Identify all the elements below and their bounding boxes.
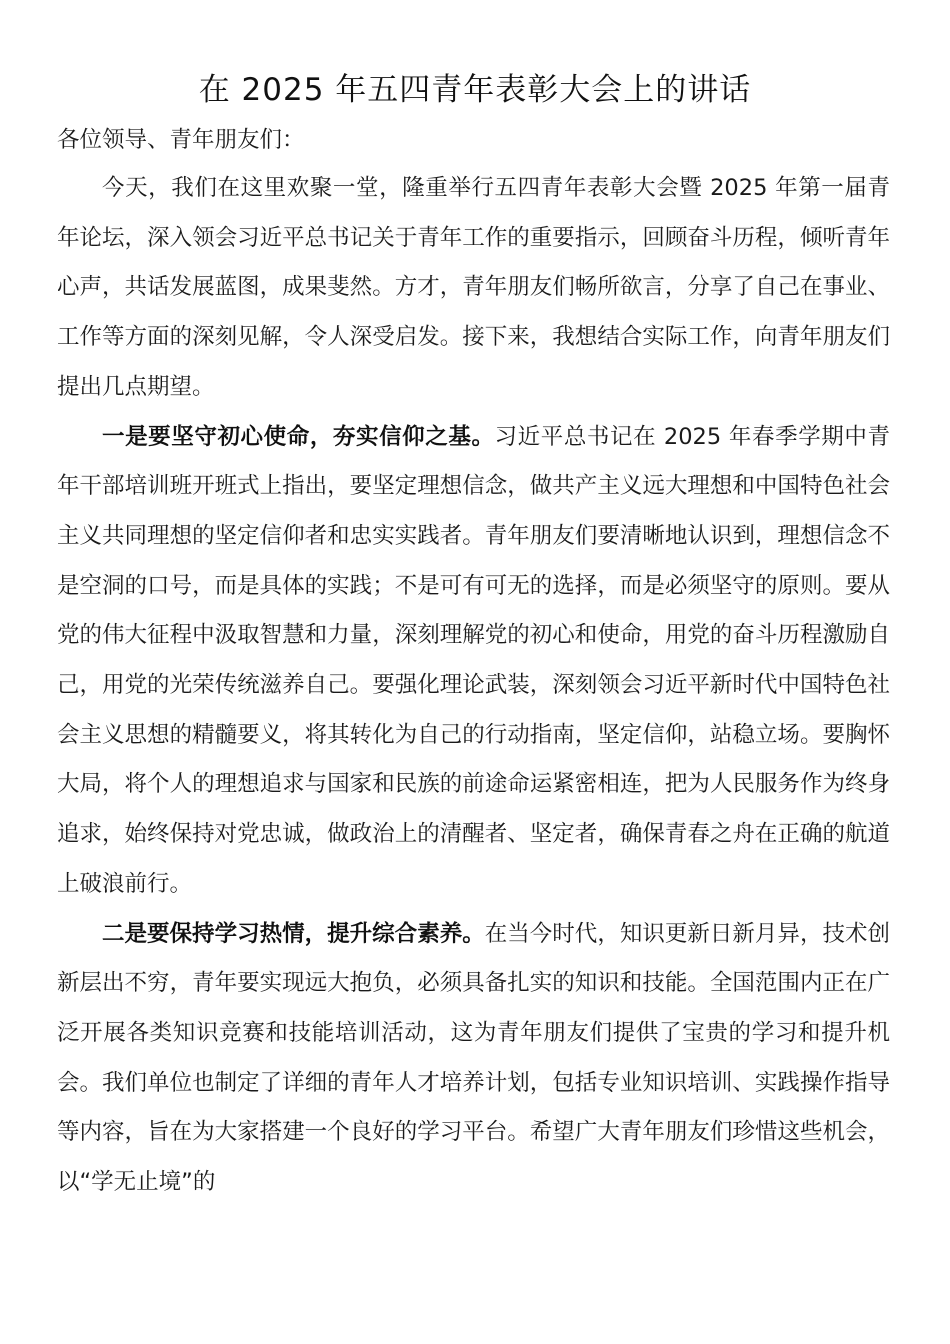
- salutation: 各位领导、青年朋友们：: [57, 127, 305, 153]
- document-body: [57, 164, 890, 1208]
- paragraph-lead: 二是要保持学习热情，提升综合素养。: [102, 920, 485, 947]
- paragraph-lead: 一是要坚守初心使命，夯实信仰之基。: [102, 423, 495, 450]
- paragraph-intro: [57, 164, 890, 413]
- document-title: 在 2025 年五四青年表彰大会上的讲话: [198, 72, 752, 108]
- paragraph-point-one: [57, 413, 890, 910]
- paragraph-text: 在当今时代，知识更新日新月异，技术创新层出不穷，青年要实现远大抱负，必须具备扎实的知识和技能。全国范围内正在广泛开展各类知识竞赛和技能培训活动，这为青年朋友们提供了宝贵的学习和提升机会。我们单位也制定了详细的青年人才培养计划，包括专业知识培训、实践操作指导等内容，旨在为大家搭建一个良好的学习平台。希望广大青年朋友们珍惜这些机会，以“学无止境”的: [57, 920, 890, 1196]
- paragraph-text: 习近平总书记在 2025 年春季学期中青年干部培训班开班式上指出，要坚定理想信念，做共产主义远大理想和中国特色社会主义共同理想的坚定信仰者和忠实实践者。青年朋友们要清晰地认识到，理想信念不是空洞的口号，而是具体的实践；不是可有可无的选择，而是必须坚守的原则。要从党的伟大征程中汲取智慧和力量，深刻理解党的初心和使命，用党的奋斗历程激励自己，用党的光荣传统滋养自己。要强化理论武装，深刻领会习近平新时代中国特色社会主义思想的精髓要义，将其转化为自己的行动指南，坚定信仰，站稳立场。要胸怀大局，将个人的理想追求与国家和民族的前途命运紧密相连，把为人民服务作为终身追求，始终保持对党忠诚，做政治上的清醒者、坚定者，确保青春之舟在正确的航道上破浪前行。: [57, 423, 890, 897]
- paragraph-text: 今天，我们在这里欢聚一堂，隆重举行五四青年表彰大会暨 2025 年第一届青年论坛，深入领会习近平总书记关于青年工作的重要指示，回顾奋斗历程，倾听青年心声，共话发展蓝图，成果斐然。方才，青年朋友们畅所欲言，分享了自己在事业、工作等方面的深刻见解，令人深受启发。接下来，我想结合实际工作，向青年朋友们提出几点期望。: [57, 175, 890, 400]
- paragraph-point-two: [57, 910, 890, 1208]
